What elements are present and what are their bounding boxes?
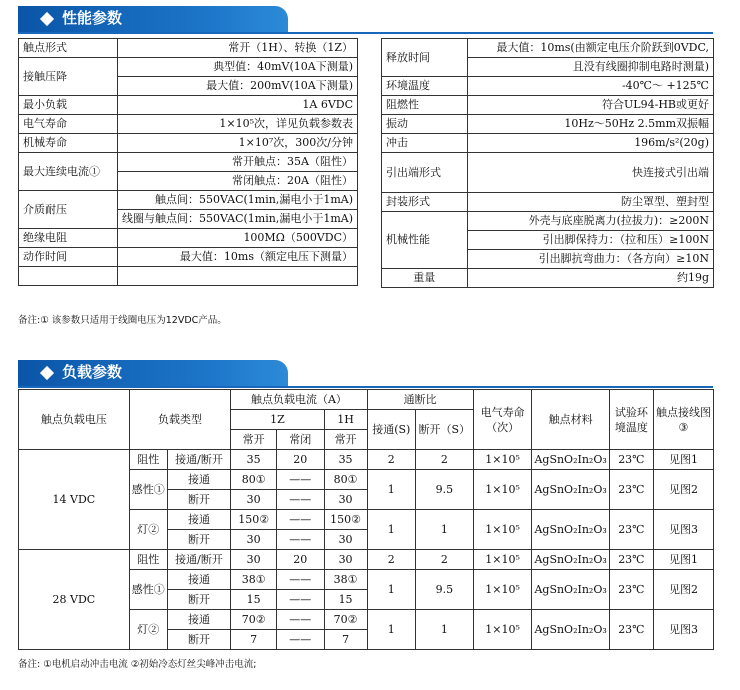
current-no: 35 xyxy=(231,450,277,470)
load-type: 灯② xyxy=(129,610,167,650)
material-cell: AgSnO₂In₂O₃ xyxy=(532,550,609,570)
load-op: 接通 xyxy=(167,610,231,630)
current-nc: —— xyxy=(277,470,324,490)
table-row xyxy=(19,191,358,210)
load-op: 断开 xyxy=(167,530,231,550)
load-op: 断开 xyxy=(167,630,231,650)
perf-label xyxy=(19,267,118,286)
load-type: 感性① xyxy=(129,470,167,510)
perf-value: 常闭触点：20A（阻性） xyxy=(117,172,357,191)
ratio-break: 2 xyxy=(415,450,473,470)
table-row xyxy=(19,248,358,267)
table-row xyxy=(19,550,714,570)
perf-right-table xyxy=(381,38,714,288)
perf-label: 释放时间 xyxy=(382,39,468,77)
perf-label: 环境温度 xyxy=(382,77,468,96)
perf-value: -40℃～ +125℃ xyxy=(467,77,713,96)
load-op: 接通/断开 xyxy=(167,550,231,570)
perf-value: 且没有线圈抑制电路时测量) xyxy=(467,58,713,77)
perf-left-table xyxy=(18,38,358,286)
current-1h: 150② xyxy=(324,510,367,530)
col-header-ratio: 通断比 xyxy=(367,390,473,410)
perf-value: 常开（1H）、转换（1Z） xyxy=(117,39,357,58)
table-row xyxy=(382,115,714,134)
table-row xyxy=(382,212,714,231)
perf-label: 绝缘电阻 xyxy=(19,229,118,248)
perf-value: 最大值：10ms(由额定电压介阶跃到0VDC, xyxy=(467,39,713,58)
diamond-icon xyxy=(40,12,54,26)
life-cell: 1×10⁵ xyxy=(473,510,532,550)
current-1h: 80① xyxy=(324,470,367,490)
perf-value: 1×10⁵次，详见负载参数表 xyxy=(117,115,357,134)
perf-value: 触点间：550VAC(1min,漏电小于1mA) xyxy=(117,191,357,210)
current-no: 7 xyxy=(231,630,277,650)
temp-line-1: 试验环 xyxy=(614,405,648,419)
ratio-break: 9.5 xyxy=(415,570,473,610)
life-cell: 1×10⁵ xyxy=(473,450,532,470)
table-row xyxy=(19,450,714,470)
table-row xyxy=(382,39,714,58)
table-header-row xyxy=(19,390,714,410)
load-note: 备注: ①电机启动冲击电流 ②初始冷态灯丝尖峰冲击电流; xyxy=(18,659,257,670)
load-type: 阻性 xyxy=(129,550,167,570)
ratio-make: 2 xyxy=(367,450,415,470)
perf-label: 阻燃性 xyxy=(382,96,468,115)
figure-cell: 见图3 xyxy=(653,610,713,650)
table-row xyxy=(382,96,714,115)
perf-value: 引出脚抗弯曲力：（各方向）≥10N xyxy=(467,250,713,269)
figure-cell: 见图2 xyxy=(653,570,713,610)
perf-value: 最大值：200mV(10A下测量) xyxy=(117,77,357,96)
col-header-1h: 1H xyxy=(324,410,367,430)
current-1h: 30 xyxy=(324,550,367,570)
perf-value xyxy=(117,267,357,286)
temp-cell: 23℃ xyxy=(609,470,653,510)
current-no: 150② xyxy=(231,510,277,530)
current-nc: —— xyxy=(277,530,324,550)
perf-label: 接触压降 xyxy=(19,58,118,96)
table-row xyxy=(382,269,714,288)
current-1h: 15 xyxy=(324,590,367,610)
voltage-cell: 28 VDC xyxy=(19,550,130,650)
ratio-make: 1 xyxy=(367,570,415,610)
current-1h: 30 xyxy=(324,490,367,510)
current-1h: 70② xyxy=(324,610,367,630)
load-op: 断开 xyxy=(167,490,231,510)
figure-cell: 见图3 xyxy=(653,510,713,550)
load-op: 接通 xyxy=(167,570,231,590)
diagram-line-2: ③ xyxy=(678,420,689,434)
life-line-2: （次） xyxy=(486,420,520,434)
ratio-break: 2 xyxy=(415,550,473,570)
load-table xyxy=(18,389,714,650)
current-nc: —— xyxy=(277,510,324,530)
perf-value: 1×10⁷次，300次/分钟 xyxy=(117,134,357,153)
life-cell: 1×10⁵ xyxy=(473,550,532,570)
load-type: 灯② xyxy=(129,510,167,550)
diamond-icon xyxy=(40,366,54,380)
current-no: 15 xyxy=(231,590,277,610)
current-nc: —— xyxy=(277,630,324,650)
ratio-make: 2 xyxy=(367,550,415,570)
table-row xyxy=(382,153,714,193)
current-1h: 30 xyxy=(324,530,367,550)
perf-value: 引出脚保持力：（拉和压）≥100N xyxy=(467,231,713,250)
ratio-break: 9.5 xyxy=(415,470,473,510)
perf-label: 振动 xyxy=(382,115,468,134)
figure-cell: 见图1 xyxy=(653,450,713,470)
col-header-voltage: 触点负载电压 xyxy=(19,390,130,450)
load-op: 接通 xyxy=(167,470,231,490)
perf-value: 防尘罩型、塑封型 xyxy=(467,193,713,212)
col-header-diagram xyxy=(653,390,713,450)
voltage-cell: 14 VDC xyxy=(19,450,130,550)
col-header-break: 断开（S） xyxy=(415,410,473,450)
table-row xyxy=(19,153,358,172)
current-no: 70② xyxy=(231,610,277,630)
col-header-current: 触点负载电流（A） xyxy=(231,390,367,410)
col-header-temp xyxy=(609,390,653,450)
ratio-make: 1 xyxy=(367,610,415,650)
table-row xyxy=(382,77,714,96)
diagram-line-1: 触点接线图 xyxy=(655,405,711,419)
perf-value: 约19g xyxy=(467,269,713,288)
current-no: 80① xyxy=(231,470,277,490)
perf-header-rule xyxy=(18,32,713,34)
col-header-nc: 常闭 xyxy=(277,430,324,450)
perf-label: 电气寿命 xyxy=(19,115,118,134)
table-row xyxy=(19,134,358,153)
perf-value: 最大值：10ms（额定电压下测量） xyxy=(117,248,357,267)
perf-value: 线圈与触点间：550VAC(1min,漏电小于1mA) xyxy=(117,210,357,229)
col-header-no-1h: 常开 xyxy=(324,430,367,450)
load-op: 接通/断开 xyxy=(167,450,231,470)
ratio-make: 1 xyxy=(367,470,415,510)
perf-label: 机械性能 xyxy=(382,212,468,269)
col-header-make: 接通(S) xyxy=(367,410,415,450)
table-row xyxy=(19,229,358,248)
life-cell: 1×10⁵ xyxy=(473,470,532,510)
life-line-1: 电气寿命 xyxy=(480,405,525,419)
current-1h: 38① xyxy=(324,570,367,590)
perf-label: 重量 xyxy=(382,269,468,288)
col-header-life xyxy=(473,390,532,450)
current-no: 30 xyxy=(231,550,277,570)
current-no: 30 xyxy=(231,490,277,510)
col-header-no: 常开 xyxy=(231,430,277,450)
perf-value: 10Hz～50Hz 2.5mm双振幅 xyxy=(467,115,713,134)
perf-label: 最大连续电流① xyxy=(19,153,118,191)
current-nc: —— xyxy=(277,570,324,590)
perf-value: 196m/s²(20g) xyxy=(467,134,713,153)
perf-value: 常开触点：35A（阻性） xyxy=(117,153,357,172)
perf-label: 介质耐压 xyxy=(19,191,118,229)
temp-line-2: 境温度 xyxy=(614,420,648,434)
current-1h: 7 xyxy=(324,630,367,650)
col-header-1z: 1Z xyxy=(231,410,324,430)
perf-value: 快连接式引出端 xyxy=(467,153,713,193)
table-row xyxy=(19,39,358,58)
load-type: 阻性 xyxy=(129,450,167,470)
temp-cell: 23℃ xyxy=(609,550,653,570)
ratio-break: 1 xyxy=(415,510,473,550)
figure-cell: 见图2 xyxy=(653,470,713,510)
perf-section-header xyxy=(18,6,288,32)
perf-label: 冲击 xyxy=(382,134,468,153)
perf-label: 最小负载 xyxy=(19,96,118,115)
material-cell: AgSnO₂In₂O₃ xyxy=(532,450,609,470)
current-nc: 20 xyxy=(277,450,324,470)
ratio-make: 1 xyxy=(367,510,415,550)
current-no: 38① xyxy=(231,570,277,590)
perf-label: 引出端形式 xyxy=(382,153,468,193)
load-type: 感性① xyxy=(129,570,167,610)
load-section-title: 负载参数 xyxy=(62,364,123,381)
perf-note: 备注:① 该参数只适用于线圈电压为12VDC产品。 xyxy=(18,315,227,326)
perf-value: 典型值：40mV(10A下测量) xyxy=(117,58,357,77)
col-header-type: 负载类型 xyxy=(129,390,231,450)
current-1h: 35 xyxy=(324,450,367,470)
temp-cell: 23℃ xyxy=(609,450,653,470)
table-row xyxy=(382,193,714,212)
current-nc: 20 xyxy=(277,550,324,570)
table-row xyxy=(19,267,358,286)
current-nc: —— xyxy=(277,490,324,510)
perf-value: 符合UL94-HB或更好 xyxy=(467,96,713,115)
perf-label: 封装形式 xyxy=(382,193,468,212)
temp-cell: 23℃ xyxy=(609,610,653,650)
current-nc: —— xyxy=(277,590,324,610)
perf-value: 100MΩ（500VDC） xyxy=(117,229,357,248)
material-cell: AgSnO₂In₂O₃ xyxy=(532,570,609,610)
temp-cell: 23℃ xyxy=(609,510,653,550)
material-cell: AgSnO₂In₂O₃ xyxy=(532,510,609,550)
life-cell: 1×10⁵ xyxy=(473,610,532,650)
load-op: 断开 xyxy=(167,590,231,610)
perf-label: 触点形式 xyxy=(19,39,118,58)
table-row xyxy=(19,115,358,134)
load-section-header xyxy=(18,360,288,386)
current-no: 30 xyxy=(231,530,277,550)
current-nc: —— xyxy=(277,610,324,630)
load-header-rule xyxy=(18,386,713,388)
figure-cell: 见图1 xyxy=(653,550,713,570)
table-row xyxy=(382,134,714,153)
table-row xyxy=(19,96,358,115)
material-cell: AgSnO₂In₂O₃ xyxy=(532,610,609,650)
perf-label: 机械寿命 xyxy=(19,134,118,153)
perf-value: 外壳与底座脱离力(拉拔力)：≥200N xyxy=(467,212,713,231)
temp-cell: 23℃ xyxy=(609,570,653,610)
ratio-break: 1 xyxy=(415,610,473,650)
life-cell: 1×10⁵ xyxy=(473,570,532,610)
col-header-material: 触点材料 xyxy=(532,390,609,450)
perf-value: 1A 6VDC xyxy=(117,96,357,115)
load-op: 接通 xyxy=(167,510,231,530)
table-row xyxy=(19,58,358,77)
perf-section-title: 性能参数 xyxy=(62,10,123,27)
material-cell: AgSnO₂In₂O₃ xyxy=(532,470,609,510)
perf-label: 动作时间 xyxy=(19,248,118,267)
